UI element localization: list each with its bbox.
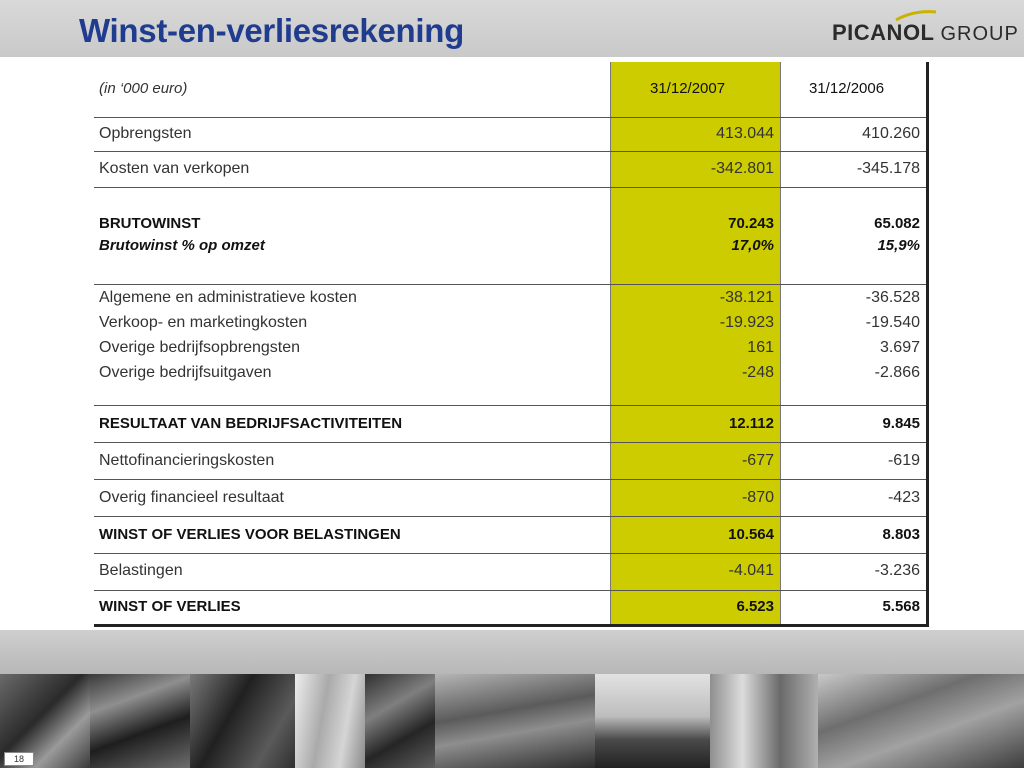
table-row (94, 480, 926, 517)
value-2007: -342.801 (710, 160, 774, 177)
factory-photo (435, 674, 595, 768)
value-2006: 410.260 (862, 125, 920, 142)
value-2006: -345.178 (856, 160, 920, 177)
value-2007: 17,0% (731, 237, 774, 254)
row-label: WINST OF VERLIES VOOR BELASTINGEN (99, 526, 401, 543)
table-row (94, 443, 926, 480)
value-2007: 12.112 (728, 415, 774, 432)
value-2006: 9.845 (882, 415, 920, 432)
row-label: Overig financieel resultaat (99, 489, 284, 506)
table-row (94, 152, 926, 188)
value-2006: 3.697 (879, 339, 920, 356)
value-2007: 70.243 (728, 215, 774, 232)
value-2007: 413.044 (716, 125, 774, 142)
row-label: Verkoop- en marketingkosten (99, 314, 308, 331)
value-2006: 65.082 (874, 215, 920, 232)
row-label: Overige bedrijfsuitgaven (99, 364, 272, 381)
row-label: Algemene en administratieve kosten (99, 289, 357, 306)
unit-label: (in ‘000 euro) (99, 80, 188, 97)
factory-photo (818, 674, 1024, 768)
row-label: RESULTAAT VAN BEDRIJFSACTIVITEITEN (99, 415, 403, 432)
company-logo (832, 16, 1019, 46)
factory-photo (365, 674, 435, 768)
row-label: Nettofinancieringskosten (99, 452, 275, 469)
row-label: Opbrengsten (99, 125, 192, 142)
factory-photo (710, 674, 818, 768)
row-label: Belastingen (99, 562, 183, 579)
row-label: BRUTOWINST (99, 215, 201, 232)
value-2007: -248 (741, 364, 774, 381)
factory-photo (90, 674, 190, 768)
column-header-2006: 31/12/2006 (809, 80, 885, 97)
value-2006: -3.236 (874, 562, 920, 579)
table-header-row (94, 62, 926, 118)
page-number: 18 (4, 752, 34, 766)
factory-photo (595, 674, 710, 768)
factory-photo (295, 674, 365, 768)
table-bottom-border (94, 624, 929, 627)
logo-word-picanol: PICANOL (832, 20, 935, 45)
value-2007: 6.523 (736, 598, 774, 615)
factory-photo (190, 674, 295, 768)
row-label: Brutowinst % op omzet (99, 237, 265, 254)
logo-word-group: GROUP (940, 23, 1019, 45)
table-row (94, 117, 926, 152)
table-right-border (926, 62, 929, 626)
footer-band (0, 630, 1024, 678)
table-row (94, 406, 926, 443)
value-2007: -4.041 (728, 562, 774, 579)
income-statement-table (94, 62, 928, 626)
logo-swoosh-icon (894, 10, 938, 22)
value-2006: 8.803 (882, 526, 920, 543)
value-2007: -677 (741, 452, 774, 469)
value-2006: -36.528 (865, 289, 920, 306)
table-row (94, 591, 926, 624)
value-2007: -38.121 (719, 289, 774, 306)
table-row (94, 517, 926, 554)
value-2006: 15,9% (877, 237, 920, 254)
value-2007: -870 (741, 489, 774, 506)
value-2006: -2.866 (874, 364, 920, 381)
photo-strip (0, 674, 1024, 768)
value-2006: -619 (887, 452, 920, 469)
row-label: Kosten van verkopen (99, 160, 250, 177)
page-title: Winst-en-verliesrekening (79, 12, 464, 49)
value-2007: 161 (747, 339, 774, 356)
table-row-group (94, 285, 926, 406)
column-header-2007: 31/12/2007 (650, 80, 726, 97)
table-row-group (94, 188, 926, 285)
value-2007: -19.923 (719, 314, 774, 331)
value-2007: 10.564 (728, 526, 774, 543)
row-label: WINST OF VERLIES (99, 598, 241, 615)
value-2006: 5.568 (882, 598, 920, 615)
table-row (94, 554, 926, 591)
value-2006: -19.540 (865, 314, 920, 331)
row-label: Overige bedrijfsopbrengsten (99, 339, 301, 356)
value-2006: -423 (887, 489, 920, 506)
